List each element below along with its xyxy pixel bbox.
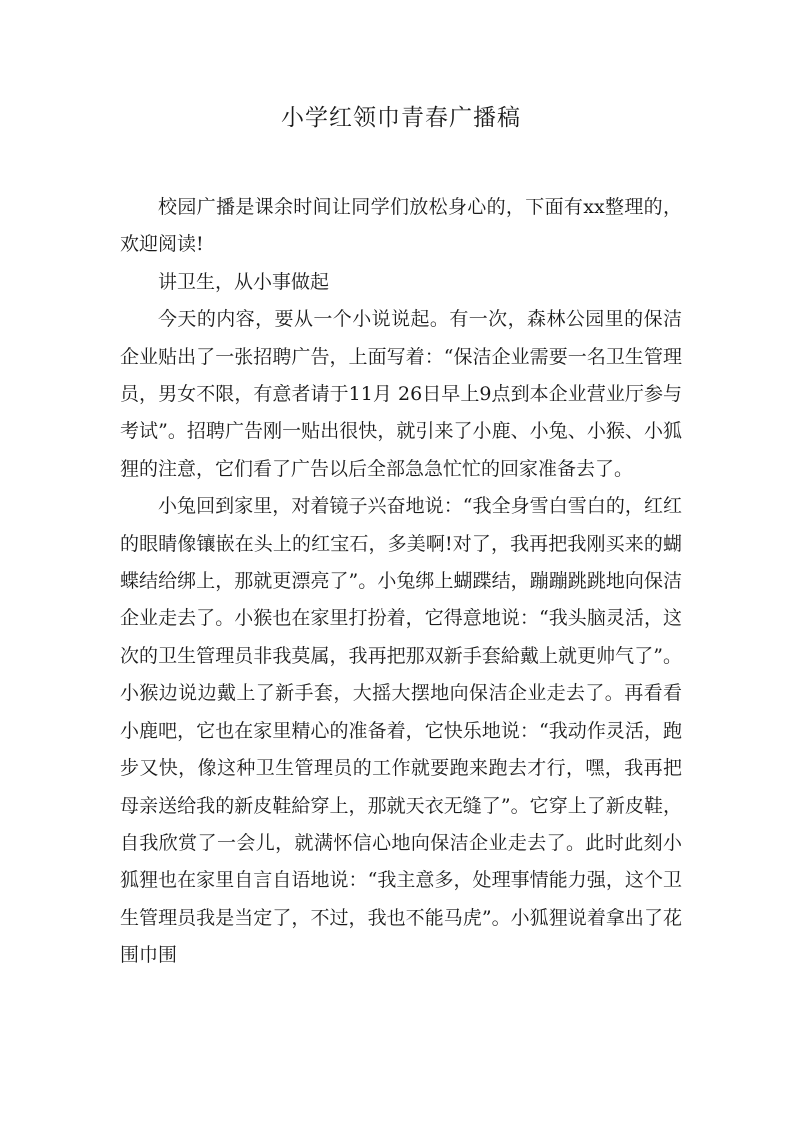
document-title: 小学红领巾青春广播稿 <box>281 105 521 131</box>
paragraph-intro: 校园广播是课余时间让同学们放松身心的，下面有xx整理的，欢迎阅读! <box>120 196 682 256</box>
paragraph-story-animals: 小兔回到家里，对着镜子兴奋地说：“我全身雪白雪白的，红红的眼睛像镶嵌在头上的红宝石，多美啊!对了，我再把我刚买来的蝴蝶结给绑上，那就更漂亮了”。小兔绑上蝴蹀结，蹦蹦跳跳地向保洁企业走去了。小猴也在家里打扮着，它得意地说：“我头脑灵活，这次的卫生管理员非我莫属，我再把那双新手套給戴上就更帅气了”。小猴边说边戴上了新手套，大摇大摆地向保洁企业走去了。再看看小鹿吧，它也在家里精心的准备着，它快乐地说：“我动作灵活，跑步又快，像这种卫生管理员的工作就要跑来跑去才行，嘿，我再把母亲送给我的新皮鞋給穿上，那就天衣无缝了”。它穿上了新皮鞋，自我欣赏了一会儿，就满怀信心地向保洁企业走去了。此时此刻小狐狸也在家里自言自语地说：“我主意多，处理事情能力强，这个卫生管理员我是当定了，不过，我也不能马虎”。小狐狸说着拿出了花围巾围 <box>120 495 682 967</box>
document-body <box>120 189 682 975</box>
paragraph-heading: 讲卫生，从小事做起 <box>158 270 330 293</box>
paragraph-story-opening: 今天的内容，要从一个小说说起。有一次，森林公园里的保洁企业贴出了一张招聘广告，上面写着：“保洁企业需要一名卫生管理员，男女不限，有意者请于11月 26日早上9点到本企业营业厅参与考试”。招聘广告刚一贴出很快，就引来了小鹿、小兔、小猴、小狐狸的注意，它们看了广告以后全部急急忙忙的回家准备去了。 <box>120 308 682 480</box>
